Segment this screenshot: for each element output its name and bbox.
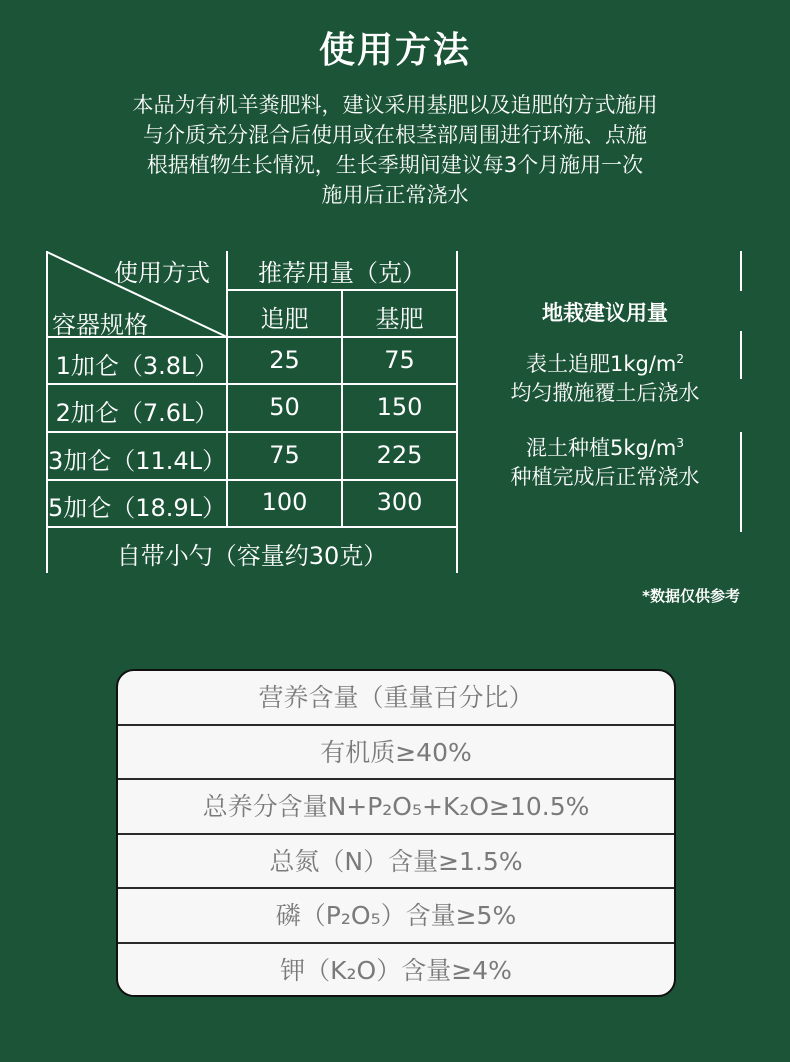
row-spec: 5加仑（18.9L）	[48, 494, 227, 522]
row-spec: 2加仑（7.6L）	[55, 399, 219, 427]
row-base: 75	[384, 346, 415, 374]
table-border-right	[456, 251, 458, 573]
page-title: 使用方法	[318, 30, 471, 71]
usage-table	[46, 251, 458, 573]
nutrient-panel	[116, 669, 676, 997]
spoon-note: 自带小勺（容量约30克）	[116, 542, 388, 570]
table-divider	[46, 383, 458, 385]
mix-rate: 混土种植5kg/m	[525, 436, 677, 460]
right-divider	[740, 251, 742, 291]
topsoil-rate: 表土追肥1kg/m	[525, 352, 677, 376]
table-divider	[46, 431, 458, 433]
mix-block	[470, 434, 740, 492]
mix-unit-exponent: 3	[676, 436, 685, 450]
recommended-header: 推荐用量（克）	[258, 259, 426, 287]
corner-label-method: 使用方式	[114, 259, 210, 287]
intro-text	[0, 90, 790, 210]
corner-label-container: 容器规格	[52, 311, 148, 339]
row-topdress: 75	[269, 441, 300, 469]
row-base: 225	[376, 441, 423, 469]
ground-heading: 地栽建议用量	[542, 301, 668, 325]
topdress-header: 追肥	[260, 305, 309, 333]
nutrient-row: 总氮（N）含量≥1.5%	[118, 835, 674, 890]
intro-line: 本品为有机羊粪肥料，建议采用基肥以及追肥的方式施用	[132, 93, 658, 117]
row-base: 150	[376, 393, 423, 421]
row-spec: 1加仑（3.8L）	[55, 352, 219, 380]
row-topdress: 100	[261, 488, 308, 516]
intro-line: 与介质充分混合后使用或在根茎部周围进行环施、点施	[143, 123, 647, 147]
table-divider	[46, 526, 458, 528]
table-divider	[226, 289, 458, 291]
right-divider	[740, 331, 742, 379]
nutrient-heading: 营养含量（重量百分比）	[118, 671, 674, 726]
topsoil-instruction: 均匀撒施覆土后浇水	[510, 381, 700, 405]
nutrient-row: 总养分含量N+P₂O₅+K₂O≥10.5%	[118, 780, 674, 835]
topsoil-unit-exponent: 2	[676, 352, 685, 366]
row-topdress: 50	[269, 393, 300, 421]
row-spec: 3加仑（11.4L）	[48, 447, 227, 475]
mix-instruction: 种植完成后正常浇水	[510, 465, 700, 489]
nutrient-row: 钾（K₂O）含量≥4%	[280, 955, 512, 985]
right-divider	[740, 432, 742, 532]
topsoil-block	[470, 350, 740, 408]
base-header: 基肥	[375, 305, 424, 333]
table-divider	[46, 479, 458, 481]
reference-note: *数据仅供参考	[642, 587, 740, 605]
row-base: 300	[376, 488, 423, 516]
intro-line: 根据植物生长情况，生长季期间建议每3个月施用一次	[146, 153, 644, 177]
nutrient-row: 磷（P₂O₅）含量≥5%	[118, 889, 674, 944]
intro-line: 施用后正常浇水	[321, 183, 469, 207]
row-topdress: 25	[269, 346, 300, 374]
nutrient-row: 有机质≥40%	[118, 726, 674, 781]
